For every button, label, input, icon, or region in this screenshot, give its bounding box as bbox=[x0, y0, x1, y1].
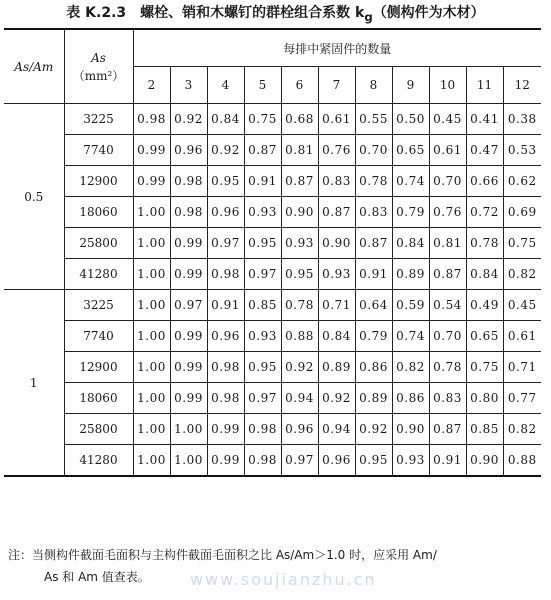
header-count: 7 bbox=[318, 67, 355, 104]
value-cell: 0.76 bbox=[318, 135, 355, 166]
value-cell: 0.45 bbox=[503, 290, 541, 321]
header-as-symbol: As bbox=[91, 50, 106, 65]
coefficient-table bbox=[4, 28, 541, 477]
table-row bbox=[4, 383, 541, 414]
value-cell: 0.83 bbox=[429, 383, 466, 414]
value-cell: 0.89 bbox=[355, 383, 392, 414]
table-row bbox=[4, 290, 541, 321]
header-group-label: 每排中紧固件的数量 bbox=[133, 29, 541, 67]
value-cell: 0.99 bbox=[133, 166, 170, 197]
as-cell: 3225 bbox=[64, 104, 133, 135]
table-row bbox=[4, 259, 541, 290]
value-cell: 0.47 bbox=[466, 135, 503, 166]
value-cell: 0.96 bbox=[318, 445, 355, 477]
header-count: 9 bbox=[392, 67, 429, 104]
table-row bbox=[4, 414, 541, 445]
as-cell: 3225 bbox=[64, 290, 133, 321]
value-cell: 0.79 bbox=[392, 197, 429, 228]
value-cell: 0.89 bbox=[392, 259, 429, 290]
value-cell: 0.81 bbox=[281, 135, 318, 166]
value-cell: 0.55 bbox=[355, 104, 392, 135]
value-cell: 0.98 bbox=[207, 259, 244, 290]
value-cell: 0.97 bbox=[244, 383, 281, 414]
value-cell: 0.49 bbox=[466, 290, 503, 321]
value-cell: 0.98 bbox=[244, 445, 281, 477]
value-cell: 0.83 bbox=[355, 197, 392, 228]
value-cell: 0.54 bbox=[429, 290, 466, 321]
value-cell: 0.84 bbox=[392, 228, 429, 259]
value-cell: 0.97 bbox=[244, 259, 281, 290]
header-count: 4 bbox=[207, 67, 244, 104]
value-cell: 0.68 bbox=[281, 104, 318, 135]
value-cell: 0.83 bbox=[318, 166, 355, 197]
header-count: 8 bbox=[355, 67, 392, 104]
value-cell: 0.71 bbox=[318, 290, 355, 321]
value-cell: 0.78 bbox=[429, 352, 466, 383]
header-count: 6 bbox=[281, 67, 318, 104]
value-cell: 1.00 bbox=[170, 414, 207, 445]
value-cell: 0.93 bbox=[318, 259, 355, 290]
value-cell: 0.69 bbox=[503, 197, 541, 228]
value-cell: 0.91 bbox=[355, 259, 392, 290]
value-cell: 0.91 bbox=[244, 166, 281, 197]
value-cell: 0.95 bbox=[355, 445, 392, 477]
title-text: 螺栓、销和木螺钉的群栓组合系数 k bbox=[140, 5, 365, 21]
value-cell: 0.53 bbox=[503, 135, 541, 166]
value-cell: 0.71 bbox=[503, 352, 541, 383]
value-cell: 0.98 bbox=[207, 352, 244, 383]
value-cell: 0.59 bbox=[392, 290, 429, 321]
value-cell: 0.82 bbox=[392, 352, 429, 383]
header-count: 2 bbox=[133, 67, 170, 104]
value-cell: 1.00 bbox=[133, 228, 170, 259]
group-ratio-cell: 0.5 bbox=[4, 104, 64, 290]
value-cell: 0.92 bbox=[318, 383, 355, 414]
note-line-1: 注：当侧构件截面毛面积与主构件截面毛面积之比 As/Am＞1.0 时，应采用 Am/ bbox=[8, 548, 437, 562]
table-number: 表 K.2.3 bbox=[66, 5, 127, 21]
value-cell: 0.84 bbox=[466, 259, 503, 290]
value-cell: 0.61 bbox=[318, 104, 355, 135]
value-cell: 0.94 bbox=[281, 383, 318, 414]
value-cell: 0.74 bbox=[392, 321, 429, 352]
value-cell: 0.62 bbox=[503, 166, 541, 197]
as-cell: 41280 bbox=[64, 259, 133, 290]
value-cell: 0.41 bbox=[466, 104, 503, 135]
value-cell: 0.92 bbox=[207, 135, 244, 166]
title-subscript: g bbox=[364, 9, 373, 24]
group-ratio-cell: 1 bbox=[4, 290, 64, 477]
value-cell: 0.87 bbox=[355, 228, 392, 259]
value-cell: 0.90 bbox=[281, 197, 318, 228]
note-line-2: As 和 Am 值查表。 bbox=[44, 570, 150, 584]
value-cell: 0.75 bbox=[466, 352, 503, 383]
value-cell: 0.70 bbox=[429, 166, 466, 197]
value-cell: 0.95 bbox=[281, 259, 318, 290]
value-cell: 0.86 bbox=[355, 352, 392, 383]
as-cell: 12900 bbox=[64, 352, 133, 383]
value-cell: 0.97 bbox=[170, 290, 207, 321]
table-row bbox=[4, 352, 541, 383]
as-cell: 12900 bbox=[64, 166, 133, 197]
value-cell: 0.64 bbox=[355, 290, 392, 321]
value-cell: 0.66 bbox=[466, 166, 503, 197]
table-row bbox=[4, 197, 541, 228]
value-cell: 0.85 bbox=[244, 290, 281, 321]
value-cell: 1.00 bbox=[170, 445, 207, 477]
value-cell: 0.90 bbox=[466, 445, 503, 477]
as-cell: 41280 bbox=[64, 445, 133, 477]
value-cell: 0.84 bbox=[318, 321, 355, 352]
value-cell: 1.00 bbox=[133, 445, 170, 477]
value-cell: 0.38 bbox=[503, 104, 541, 135]
title-suffix: （侧构件为木材） bbox=[372, 5, 485, 21]
value-cell: 0.95 bbox=[207, 166, 244, 197]
value-cell: 0.98 bbox=[170, 166, 207, 197]
value-cell: 0.91 bbox=[207, 290, 244, 321]
header-count: 5 bbox=[244, 67, 281, 104]
value-cell: 0.97 bbox=[281, 445, 318, 477]
value-cell: 0.79 bbox=[355, 321, 392, 352]
value-cell: 0.90 bbox=[392, 414, 429, 445]
value-cell: 0.87 bbox=[244, 135, 281, 166]
value-cell: 0.96 bbox=[207, 197, 244, 228]
value-cell: 0.92 bbox=[355, 414, 392, 445]
value-cell: 1.00 bbox=[133, 383, 170, 414]
value-cell: 0.87 bbox=[281, 166, 318, 197]
value-cell: 0.94 bbox=[318, 414, 355, 445]
value-cell: 1.00 bbox=[133, 414, 170, 445]
table-note bbox=[8, 544, 546, 588]
as-cell: 7740 bbox=[64, 321, 133, 352]
value-cell: 0.90 bbox=[318, 228, 355, 259]
value-cell: 0.95 bbox=[244, 352, 281, 383]
value-cell: 1.00 bbox=[133, 259, 170, 290]
value-cell: 0.45 bbox=[429, 104, 466, 135]
value-cell: 0.92 bbox=[170, 104, 207, 135]
value-cell: 1.00 bbox=[133, 197, 170, 228]
value-cell: 0.80 bbox=[466, 383, 503, 414]
table-row bbox=[4, 321, 541, 352]
value-cell: 0.99 bbox=[170, 259, 207, 290]
header-as-unit: （mm²） bbox=[72, 68, 125, 83]
value-cell: 0.99 bbox=[170, 228, 207, 259]
value-cell: 0.70 bbox=[355, 135, 392, 166]
value-cell: 0.96 bbox=[170, 135, 207, 166]
value-cell: 0.99 bbox=[170, 321, 207, 352]
value-cell: 1.00 bbox=[133, 321, 170, 352]
table-row bbox=[4, 166, 541, 197]
value-cell: 1.00 bbox=[133, 352, 170, 383]
value-cell: 0.92 bbox=[281, 352, 318, 383]
value-cell: 0.93 bbox=[244, 321, 281, 352]
value-cell: 0.99 bbox=[170, 352, 207, 383]
value-cell: 0.88 bbox=[281, 321, 318, 352]
value-cell: 0.77 bbox=[503, 383, 541, 414]
value-cell: 0.85 bbox=[466, 414, 503, 445]
value-cell: 0.99 bbox=[207, 445, 244, 477]
value-cell: 0.65 bbox=[466, 321, 503, 352]
value-cell: 0.65 bbox=[392, 135, 429, 166]
header-ratio: As/Am bbox=[4, 29, 64, 104]
table-row bbox=[4, 445, 541, 477]
table-row bbox=[4, 104, 541, 135]
value-cell: 0.96 bbox=[281, 414, 318, 445]
value-cell: 0.89 bbox=[318, 352, 355, 383]
value-cell: 0.87 bbox=[318, 197, 355, 228]
value-cell: 0.98 bbox=[170, 197, 207, 228]
value-cell: 0.88 bbox=[503, 445, 541, 477]
as-cell: 18060 bbox=[64, 383, 133, 414]
value-cell: 0.98 bbox=[244, 414, 281, 445]
value-cell: 0.82 bbox=[503, 414, 541, 445]
value-cell: 0.81 bbox=[429, 228, 466, 259]
value-cell: 0.93 bbox=[244, 197, 281, 228]
value-cell: 0.87 bbox=[429, 259, 466, 290]
value-cell: 0.75 bbox=[503, 228, 541, 259]
value-cell: 0.50 bbox=[392, 104, 429, 135]
header-count: 12 bbox=[503, 67, 541, 104]
header-count: 11 bbox=[466, 67, 503, 104]
value-cell: 0.86 bbox=[392, 383, 429, 414]
value-cell: 0.78 bbox=[355, 166, 392, 197]
value-cell: 0.99 bbox=[207, 414, 244, 445]
table-row bbox=[4, 228, 541, 259]
header-as bbox=[64, 29, 133, 104]
value-cell: 0.72 bbox=[466, 197, 503, 228]
value-cell: 0.95 bbox=[244, 228, 281, 259]
as-cell: 7740 bbox=[64, 135, 133, 166]
value-cell: 0.78 bbox=[281, 290, 318, 321]
value-cell: 1.00 bbox=[133, 290, 170, 321]
value-cell: 0.93 bbox=[281, 228, 318, 259]
as-cell: 25800 bbox=[64, 414, 133, 445]
value-cell: 0.82 bbox=[503, 259, 541, 290]
as-cell: 18060 bbox=[64, 197, 133, 228]
table-row bbox=[4, 135, 541, 166]
value-cell: 0.99 bbox=[133, 135, 170, 166]
as-cell: 25800 bbox=[64, 228, 133, 259]
value-cell: 0.93 bbox=[392, 445, 429, 477]
value-cell: 0.87 bbox=[429, 414, 466, 445]
value-cell: 0.91 bbox=[429, 445, 466, 477]
table-title bbox=[0, 4, 551, 26]
value-cell: 0.74 bbox=[392, 166, 429, 197]
value-cell: 0.70 bbox=[429, 321, 466, 352]
value-cell: 0.76 bbox=[429, 197, 466, 228]
value-cell: 0.99 bbox=[170, 383, 207, 414]
value-cell: 0.97 bbox=[207, 228, 244, 259]
value-cell: 0.61 bbox=[503, 321, 541, 352]
value-cell: 0.96 bbox=[207, 321, 244, 352]
watermark: www.soujianzhu.cn bbox=[190, 570, 377, 589]
value-cell: 0.78 bbox=[466, 228, 503, 259]
value-cell: 0.98 bbox=[133, 104, 170, 135]
value-cell: 0.61 bbox=[429, 135, 466, 166]
header-count: 10 bbox=[429, 67, 466, 104]
value-cell: 0.75 bbox=[244, 104, 281, 135]
value-cell: 0.98 bbox=[207, 383, 244, 414]
header-count: 3 bbox=[170, 67, 207, 104]
value-cell: 0.84 bbox=[207, 104, 244, 135]
